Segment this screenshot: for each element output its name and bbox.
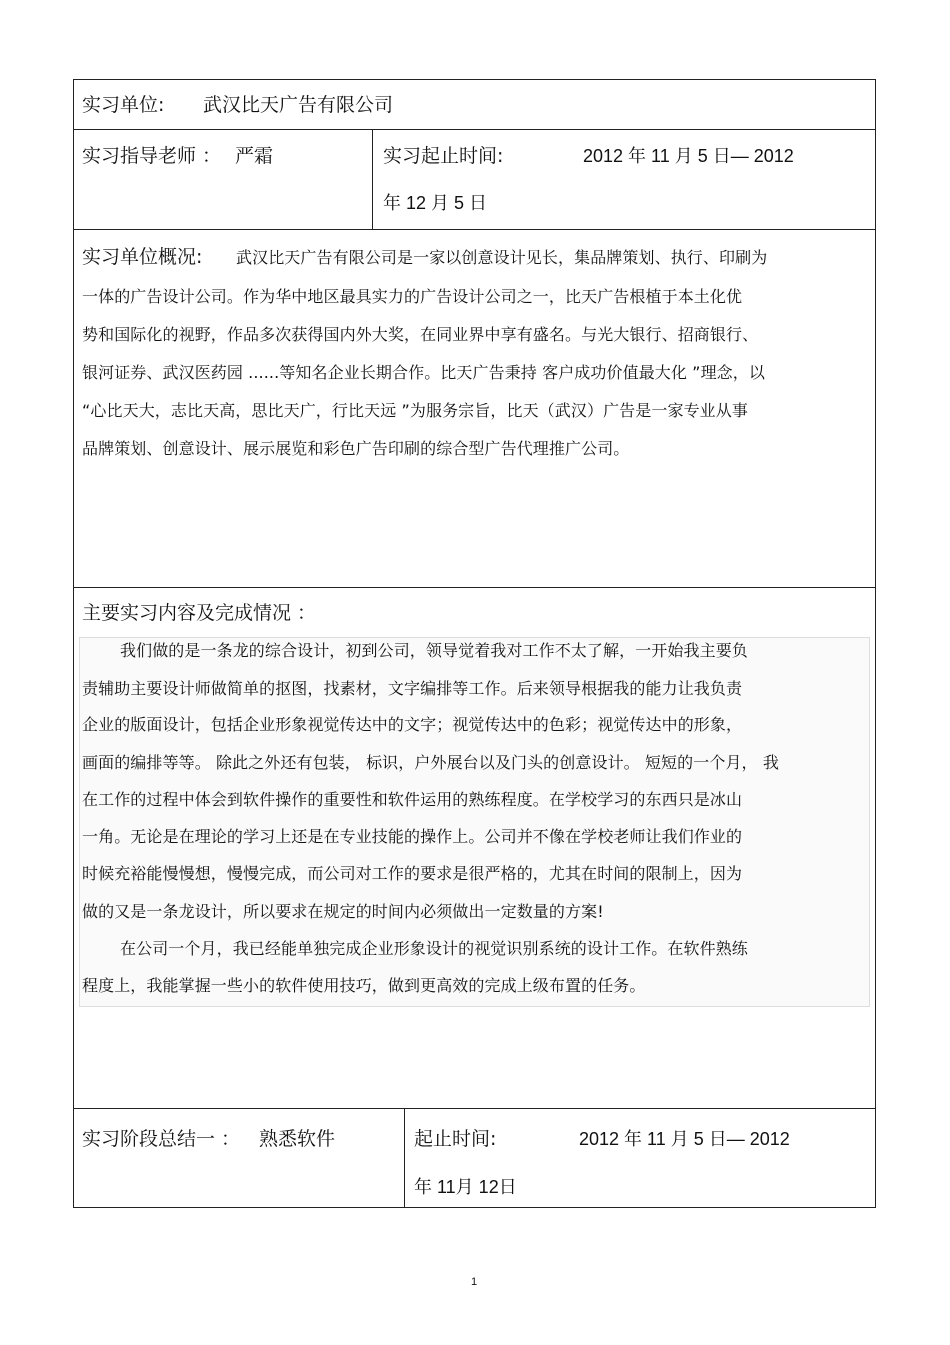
column-divider <box>404 1108 405 1208</box>
period-line-1: 2012 年 11 月 5 日— 2012 <box>583 146 794 166</box>
stage1-period-label: 起止时间: <box>414 1128 497 1150</box>
page-number: 1 <box>471 1276 478 1288</box>
stage1-topic: 熟悉软件 <box>259 1128 336 1150</box>
content-line: 程度上，我能掌握一些小的软件使用技巧，做到更高效的完成上级布置的任务。 <box>82 976 646 995</box>
overview-line: 一体的广告设计公司。作为华中地区最具实力的广告设计公司之一，比天广告根植于本土化优 <box>82 287 743 306</box>
teacher-label: 实习指导老师 ： <box>82 145 222 167</box>
content-line: 在公司一个月，我已经能单独完成企业形象设计的视觉识别系统的设计工作。在软件熟练 <box>120 939 748 958</box>
content-line: 我们做的是一条龙的综合设计，初到公司，领导觉着我对工作不太了解，一开始我主要负 <box>120 641 748 660</box>
overview-label: 实习单位概况: <box>82 246 203 268</box>
overview-line: 品牌策划、创意设计、展示展览和彩色广告印刷的综合型广告代理推广公司。 <box>82 439 630 458</box>
content-line: 责辅助主要设计师做简单的抠图，找素材，文字编排等工作。后来领导根据我的能力让我负责 <box>82 679 743 698</box>
content-line: 时候充裕能慢慢想，慢慢完成，而公司对工作的要求是很严格的，尤其在时间的限制上，因为 <box>82 864 743 883</box>
company-label: 实习单位: <box>82 94 165 116</box>
period-line-2: 年 12 月 5 日 <box>383 193 488 213</box>
content-line: 在工作的过程中体会到软件操作的重要性和软件运用的熟练程度。在学校学习的东西只是冰山 <box>82 790 743 809</box>
overview-line: 势和国际化的视野，作品多次获得国内外大奖，在同业界中享有盛名。与光大银行、招商银行、 <box>82 325 759 344</box>
row-divider <box>73 1108 876 1109</box>
overview-line: 武汉比天广告有限公司是一家以创意设计见长，集品牌策划、执行、印刷为 <box>236 248 768 267</box>
row-divider <box>73 587 876 588</box>
row-divider <box>73 229 876 230</box>
stage1-label: 实习阶段总结一 ： <box>82 1128 241 1150</box>
stage1-period-line-1: 2012 年 11 月 5 日— 2012 <box>579 1129 790 1149</box>
content-line: 做的又是一条龙设计，所以要求在规定的时间内必须做出一定数量的方案! <box>82 902 604 921</box>
overview-line: “心比天大，志比天高，思比天广，行比天远 ”为服务宗旨，比天（武汉）广告是一家专业从事 <box>82 401 748 420</box>
content-line: 一角。无论是在理论的学习上还是在专业技能的操作上。公司并不像在学校老师让我们作业的 <box>82 827 743 846</box>
content-line: 画面的编排等等。 除此之外还有包装， 标识，户外展台以及门头的创意设计。 短短的一个月， 我 <box>82 753 779 772</box>
teacher-name: 严霜 <box>235 145 274 167</box>
column-divider <box>372 129 373 229</box>
overview-line: 银河证券、武汉医药园 ......等知名企业长期合作。比天广告秉持 客户成功价值最大化 ”理念，以 <box>82 363 765 382</box>
company-name: 武汉比天广告有限公司 <box>203 94 394 116</box>
period-label: 实习起止时间: <box>383 145 504 167</box>
stage1-period-line-2: 年 11月 12日 <box>414 1177 517 1197</box>
main-content-label: 主要实习内容及完成情况 ： <box>82 602 317 624</box>
row-divider <box>73 129 876 130</box>
content-line: 企业的版面设计，包括企业形象视觉传达中的文字；视觉传达中的色彩；视觉传达中的形象， <box>82 715 743 734</box>
